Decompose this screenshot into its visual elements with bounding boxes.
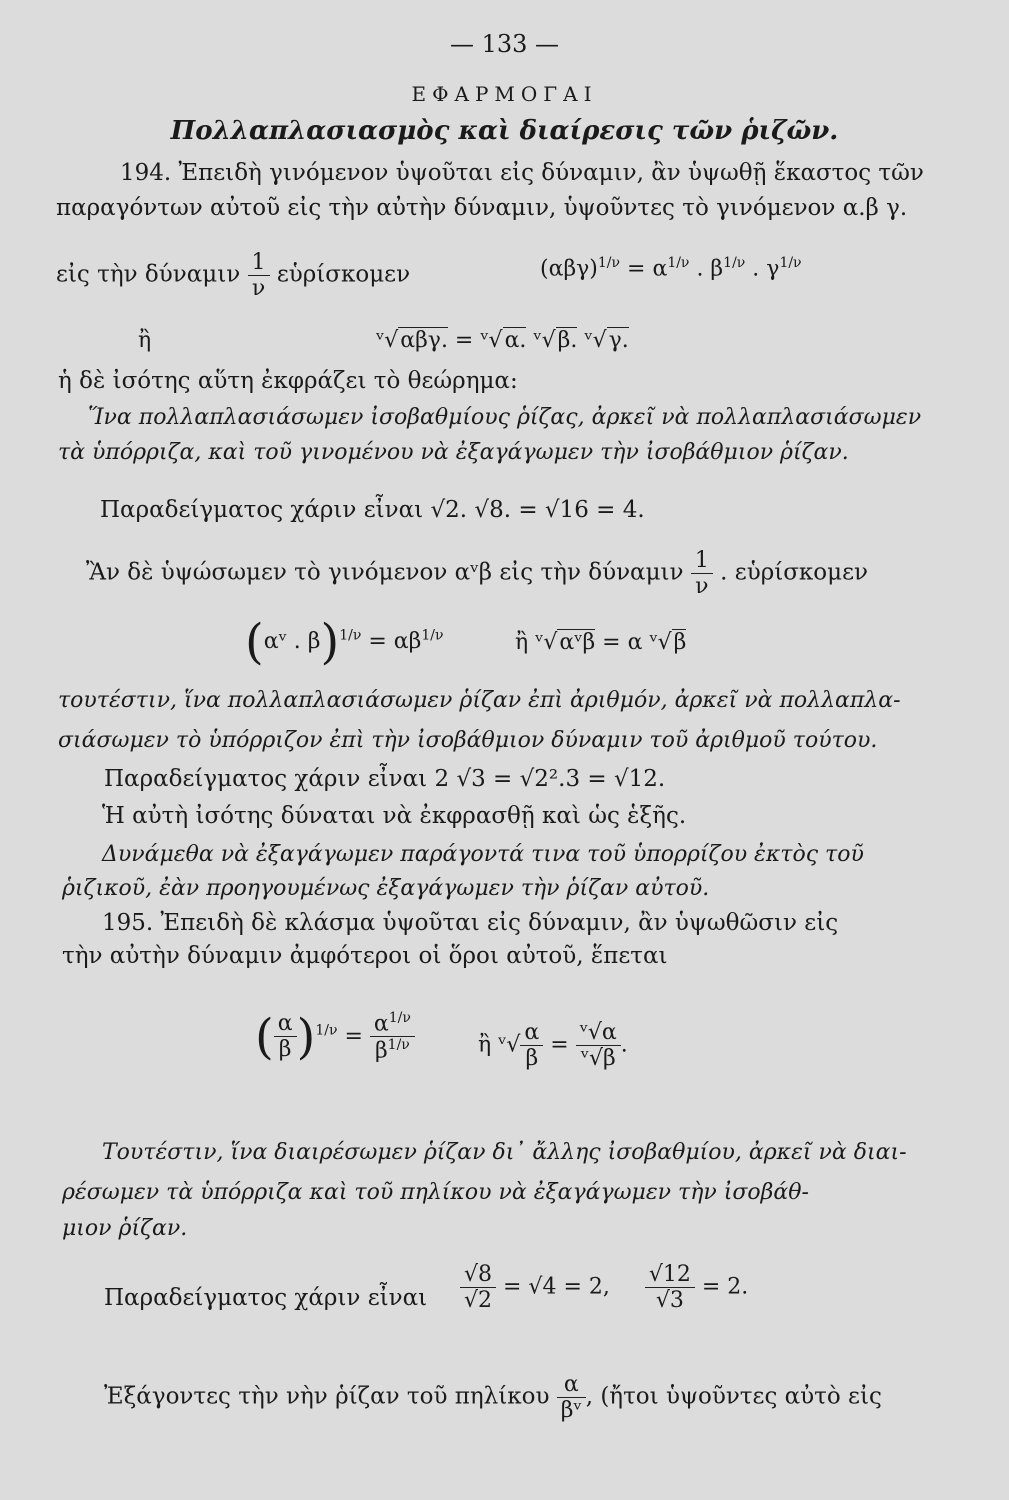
paragraph-194-line3 [56, 250, 410, 301]
paragraph-195-line2: τὴν αὐτὴν δύναμιν ἀμφότεροι οἱ ὅροι αὐτοῦ, ἕπεται [62, 943, 668, 969]
text: εἰς τὴν δύναμιν [56, 261, 241, 288]
theorem-3-line2: ῥιζικοῦ, ἐὰν προηγουμένως ἐξαγάγωμεν τὴν ῥίζαν αὐτοῦ. [62, 876, 710, 901]
example-3 [104, 1285, 427, 1311]
eta-word: ἢ [138, 328, 152, 353]
text: Ἂν δὲ ὑψώσωμεν τὸ γινόμενον αᵛβ εἰς τὴν δύναμιν [86, 559, 684, 586]
text: Παραδείγματος χάριν εἶναι [104, 766, 428, 792]
theorem-1-line1: Ἵνα πολλαπλασιάσωμεν ἰσοβαθμίους ῥίζας, ἀρκεῖ νὰ πολλαπλασιάσωμεν [88, 405, 922, 430]
text: Ἐπειδὴ δὲ κλάσμα ὑψοῦται εἰς δύναμιν, ἂν ὑψωθῶσιν εἰς [160, 910, 839, 936]
text: εὑρίσκομεν [276, 261, 411, 288]
theorem-4-line1: Τουτέστιν, ἵνα διαιρέσωμεν ῥίζαν δι᾽ ἄλλης ἰσοβαθμίου, ἀρκεῖ νὰ διαι- [102, 1140, 907, 1165]
an-de-line [86, 548, 868, 599]
paragraph-number: 195. [102, 910, 154, 936]
isotis-line: ἡ δὲ ἰσότης αὕτη ἐκφράζει τὸ θεώρημα: [58, 368, 518, 394]
same-equality-line: Ἡ αὐτὴ ἰσότης δύναται νὰ ἐκφρασθῇ καὶ ὡς ἑξῆς. [102, 803, 687, 829]
page-number: — 133 — [449, 30, 560, 58]
section-header: ΕΦΑΡΜΟΓΑΙ [411, 82, 598, 106]
theorem-2-line1: τουτέστιν, ἵνα πολλαπλασιάσωμεν ῥίζαν ἐπὶ ἀριθμόν, ἀρκεῖ νὰ πολλαπλα- [58, 688, 901, 713]
theorem-1-line2: τὰ ὑπόρριζα, καὶ τοῦ γινομένου νὰ ἐξαγάγωμεν τὴν ἰσοβάθμιον ῥίζαν. [58, 440, 849, 465]
theorem-4-line3: μιον ῥίζαν. [62, 1216, 188, 1241]
fraction-alpha-over-beta-nu: $\frac{\alpha}{\text{βᵛ}}$ [557, 1372, 586, 1423]
fraction-one-over-nu: $\frac{1}{\nu}$ [248, 250, 270, 301]
equation-fraction-root: ἢ ᵛ√ $\frac{\alpha}{\beta}$ = $\frac{\text{ᵛ√α}}{\text{ᵛ√β}}$ . [478, 1020, 628, 1071]
paragraph-195-line1 [102, 910, 838, 936]
paragraph-number: 194. [120, 160, 172, 186]
equation-root-av-b: ἢ ᵛ√αᵛβ = α ᵛ√β [515, 630, 687, 655]
section-title: Πολλαπλασιασμὸς καὶ διαίρεσις τῶν ῥιζῶν. [170, 116, 839, 146]
text: Παραδείγματος χάριν εἶναι [104, 1285, 428, 1311]
text: Ἐξάγοντες τὴν νὴν ῥίζαν τοῦ πηλίκου [104, 1383, 550, 1410]
math: √2. √8. = √16 = 4. [430, 497, 645, 523]
text: Παραδείγματος χάριν εἶναι [100, 497, 424, 523]
fraction-one-over-nu: $\frac{1}{\nu}$ [691, 548, 713, 599]
theorem-4-line2: ρέσωμεν τὰ ὑπόρριζα καὶ τοῦ πηλίκου νὰ ἐξαγάγωμεν τὴν ἰσοβάθ- [62, 1180, 809, 1205]
equation-root-product: ᵛ√αβγ. = ᵛ√α. ᵛ√β. ᵛ√γ. [376, 328, 629, 353]
example-3-math: $\frac{√8}{√2}$ = √4 = 2, $\frac{√12}{√3}$ = 2. [460, 1262, 748, 1313]
theorem-2-line2: σιάσωμεν τὸ ὑπόρριζον ἐπὶ τὴν ἰσοβάθμιον δύναμιν τοῦ ἀριθμοῦ τούτου. [58, 728, 878, 753]
equation-power-av-b: (αᵛ . $\beta)^{1/\nu} = \alpha\beta^{1/\nu}$ [245, 614, 444, 670]
example-2 [104, 766, 665, 792]
text: Ἐπειδὴ γινόμενον ὑψοῦται εἰς δύναμιν, ἂν ὑψωθῇ ἕκαστος τῶν [178, 160, 924, 186]
text: . εὑρίσκομεν [720, 559, 868, 586]
paragraph-194-line2: παραγόντων αὐτοῦ εἰς τὴν αὐτὴν δύναμιν, ὑψοῦντες τὸ γινόμενον α.β γ. [56, 195, 908, 221]
equation-fraction-power: ( $\frac{\alpha}{\beta}$ )$^{1/\nu}$ = $\frac{\alpha^{1/\nu}}{\beta^{1/\nu}}$ [255, 1010, 415, 1064]
equation-power-product: $(\alpha\beta\gamma)^{1/\nu} = \alpha^{1/\nu}$ . $\beta^{1/\nu}$ . $\gamma^{1/\nu}$ [540, 255, 802, 282]
paragraph-194-line1 [120, 160, 924, 186]
text: (ἤτοι ὑψοῦντες αὐτὸ εἰς [600, 1383, 882, 1410]
example-1 [100, 497, 645, 523]
last-line: Ἐξάγοντες τὴν νὴν ῥίζαν τοῦ πηλίκου $\frac{\alpha}{\text{βᵛ}}$ , (ἤτοι ὑψοῦντες αὐτὸ εἰς [104, 1372, 882, 1423]
math: 2 √3 = √2².3 = √12. [434, 766, 666, 792]
theorem-3-line1: Δυνάμεθα νὰ ἐξαγάγωμεν παράγοντά τινα τοῦ ὑπορρίζου ἐκτὸς τοῦ [102, 842, 864, 867]
